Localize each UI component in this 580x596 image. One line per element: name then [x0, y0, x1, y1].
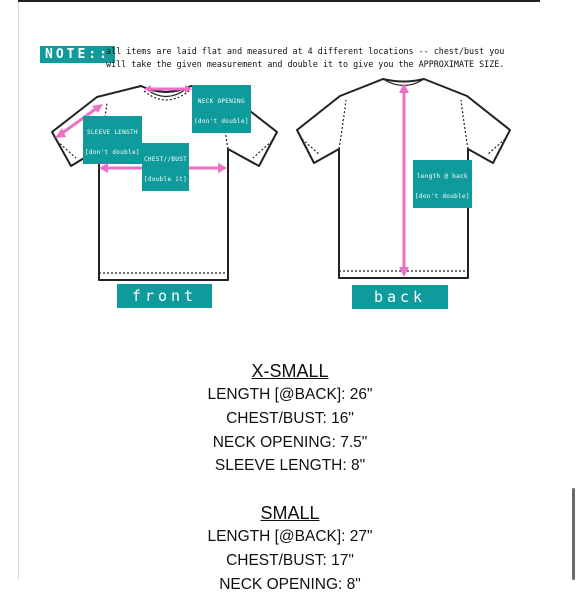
- size-title: X-SMALL: [251, 361, 329, 381]
- size-block-small: [0, 501, 580, 596]
- size-measurement-line: CHEST/BUST: 17": [226, 551, 354, 569]
- vertical-scrollbar-thumb[interactable]: [572, 488, 575, 580]
- back-label: back: [352, 285, 448, 309]
- size-measurement-line: LENGTH [@BACK]: 26": [207, 386, 373, 403]
- length-back-tag: [413, 160, 472, 208]
- size-measurement-line: CHEST/BUST: 16": [226, 409, 354, 427]
- chest-bust-tag-note: [double it]: [144, 175, 188, 183]
- size-block-x-small: [0, 359, 580, 478]
- chest-bust-tag: [142, 143, 189, 191]
- note-text-line-2: will take the given measurement and double it to give you the APPROXIMATE SIZE.: [106, 58, 505, 69]
- front-label: front: [117, 284, 212, 308]
- sleeve-length-tag-note: [don't double]: [85, 148, 140, 156]
- sleeve-length-tag-title: SLEEVE LENGTH: [86, 129, 138, 136]
- size-measurement-line: SLEEVE LENGTH: 8": [214, 457, 366, 475]
- note-text-line-1: all items are laid flat and measured at 4 different locations -- chest/bust you: [106, 46, 505, 56]
- sleeve-length-tag: [83, 116, 142, 164]
- neck-opening-tag-title: NECK OPENING: [197, 98, 245, 105]
- note-badge: NOTE::: [40, 46, 115, 63]
- neck-opening-tag: [192, 85, 251, 133]
- size-measurement-line: LENGTH [@BACK]: 27": [207, 528, 373, 545]
- size-title: SMALL: [260, 503, 320, 523]
- length-back-tag-note: [don't double]: [415, 192, 470, 200]
- size-measurement-line: NECK OPENING: 8": [219, 575, 361, 593]
- length-back-tag-title: length @ back: [416, 173, 468, 180]
- neck-opening-tag-note: [don't double]: [194, 117, 249, 125]
- chest-bust-tag-title: CHEST//BUST: [144, 156, 188, 163]
- size-measurement-line: NECK OPENING: 7.5": [212, 433, 368, 451]
